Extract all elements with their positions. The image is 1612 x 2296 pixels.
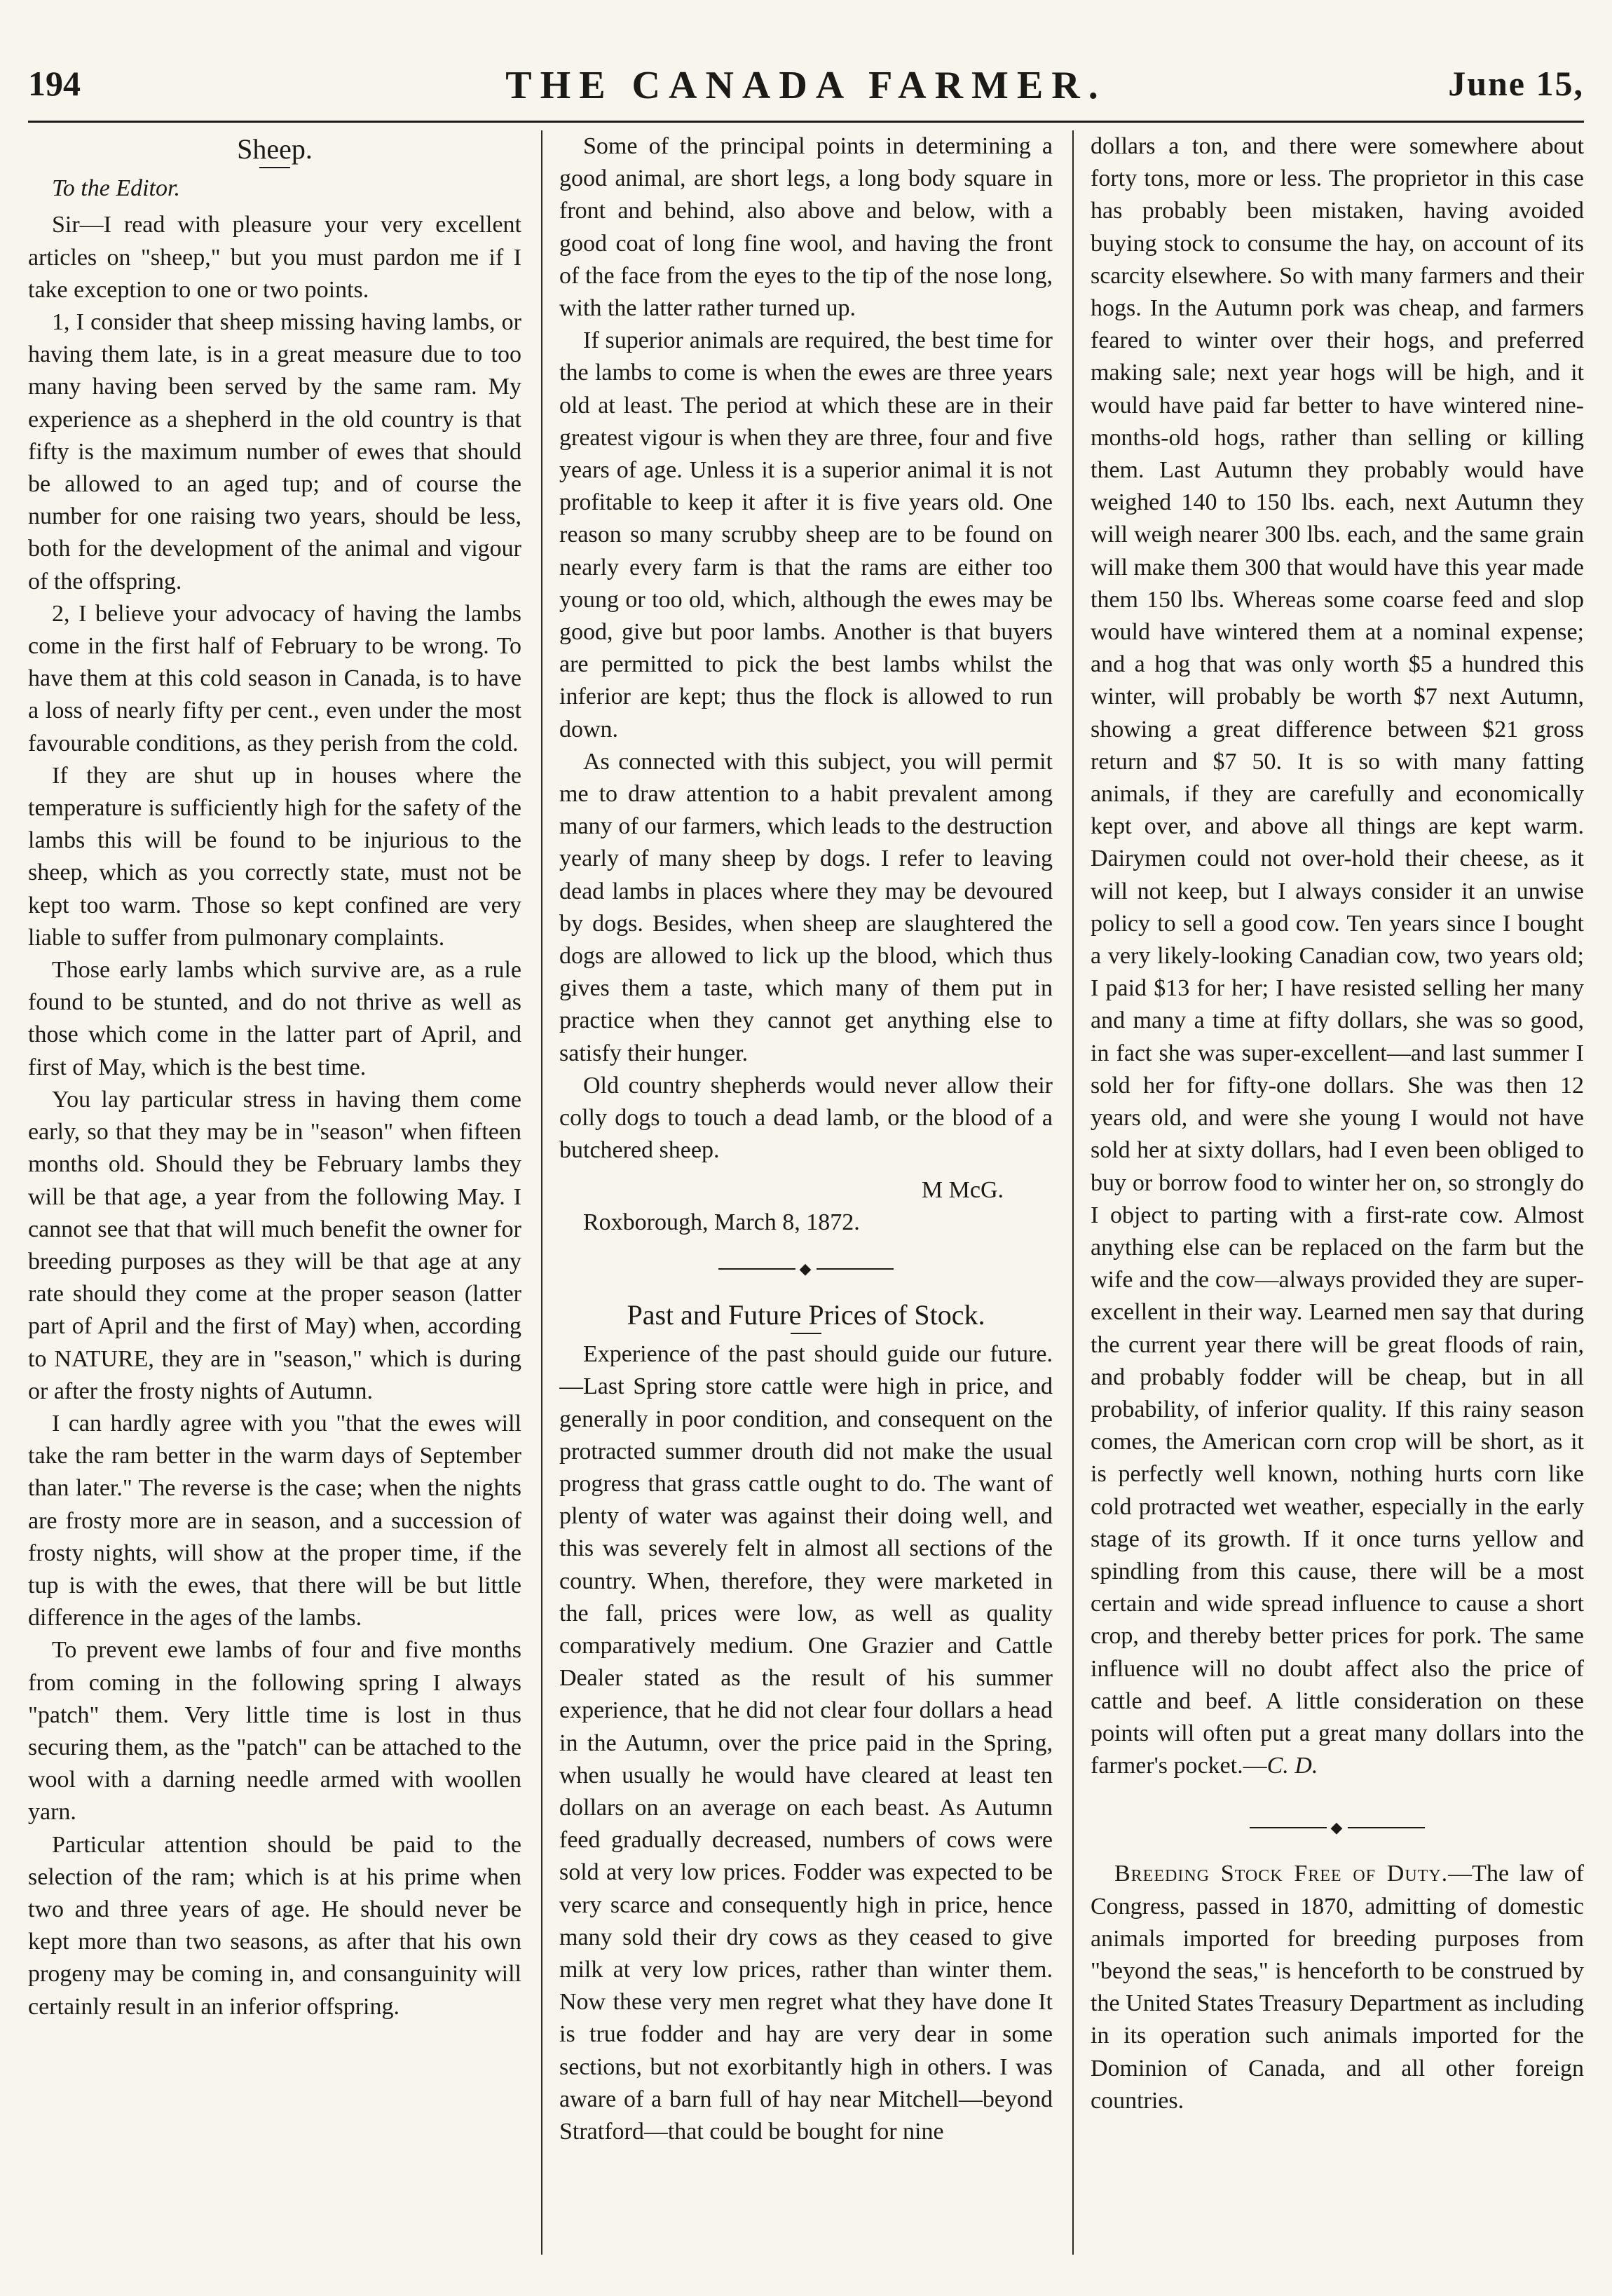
paragraph: Those early lambs which survive are, as a rule found to be stunted, and do not thrive as well as those which come in the latter part of April, and first of May, which is the best time. — [28, 957, 521, 1080]
issue-date: June 15, — [1448, 64, 1584, 103]
paragraph: Particular attention should be paid to the selection of the ram; which is at his prime when two and three years of age. He should never be kept more than two seasons, as after that his own progeny may be coming in, and consanguinity will certainly result in an inferior offspring. — [28, 1831, 521, 2020]
paragraph: As connected with this subject, you will permit me to draw attention to a habit prevalent among many of our farmers, which leads to the destruction yearly of many sheep by dogs. I refer to leaving dead lambs in places where they may be devoured by dogs. Besides, when sheep are slaughtered the dogs are allowed to lick up the blood, which thus gives them a taste, which many of them put in practice when they cannot get anything else to satisfy their hunger. — [559, 748, 1053, 1066]
salutation: To the Editor. — [52, 175, 180, 202]
paragraph: To prevent ewe lambs of four and five months from coming in the following spring I always "patch" them. Very little time is lost in thus securing them, as the "patch" can be attached to the wool with a darning needle armed with woollen yarn. — [28, 1637, 521, 1826]
page-number: 194 — [28, 64, 81, 103]
paragraph: 1, I consider that sheep missing having lambs, or having them late, is in a great measure due to too many having been served by the same ram. My experience as a shepherd in the old country is that fifty is the maximum number of ewes that should be allowed to an aged tup; and of course the number for one raising two years, should be less, both for the development of the animal and vigour of the offspring. — [28, 309, 521, 595]
breeding-body: —The law of Congress, passed in 1870, admitting of domestic animals imported for breeding purposes from "beyond the seas," is henceforth to be construed by the United States Treasury Department as including in its operation such animals imported for the Dominion of Canada, and all other foreign countries. — [1091, 1861, 1584, 2114]
column-3 — [1091, 130, 1584, 2262]
paragraph-continued: dollars a ton, and there were somewhere about forty tons, more or less. The proprietor in this case has probably been mistaken, having avoided buying stock to consume the hay, on account of its scarcity elsewhere. So with many farmers and their hogs. In the Autumn pork was cheap, and farmers feared to winter over their hogs, and preferred making sale; next year hogs will be high, and it would have paid far better to have wintered nine-months-old hogs, rather than selling or killing them. Last Autumn they probably would have weighed 140 to 150 lbs. each, next Autumn they will weigh nearer 300 lbs. each, and the same grain will make them 300 that would have this year made them 150 lbs. Whereas some coarse feed and slop would have wintered them at a nominal expense; and a hog that was only worth $5 a hundred this winter, will probably be worth $7 next Autumn, showing a great difference between $21 gross return and $7 50. It is so with many fatting animals, if they are carefully and economically kept over, and above all things are kept warm. Dairymen could not over-hold their cheese, as it will not keep, but I always consider it an unwise policy to sell a good cow. Ten years since I bought a very likely-looking Canadian cow, two years old; I paid $13 for her; I have resisted selling her many and many a time at fifty dollars, she was so good, in fact she was super-excellent—and last summer I sold her for fifty-one dollars. She was then 12 years old, and were she young I would not have sold her at sixty dollars, had I even been obliged to buy or borrow food to winter her on, so strongly do I object to parting with a first-rate cow. Almost anything else can be replaced on the farm but the wife and the cow—always provided they are super-excellent in their way. Learned men say that during the current year there will be great floods of rain, and probably fodder will be cheap, but in all probability, of inferior quality. If this rainy season comes, the American corn crop will be short, as it is perfectly well known, nothing hurts corn like cold protracted wet weather, especially in the early stage of its growth. If it once turns yellow and spindling from this cause, there will be a most certain and wide spread influence to cause a short crop, and thereby better prices for pork. The same influence will no doubt affect also the price of cattle and beef. A little consideration on these points will often put a great many dollars into the farmer's pocket.—C. D. — [1091, 133, 1584, 1779]
header-rule — [28, 121, 1584, 123]
signature-initials: C. D. — [1266, 1753, 1318, 1779]
column-1 — [28, 130, 521, 2262]
article-title-prices: Past and Future Prices of Stock. — [627, 1298, 985, 1331]
publication-title: THE CANADA FARMER. — [505, 64, 1107, 107]
title-dash — [259, 167, 290, 168]
paragraph: 2, I believe your advocacy of having the lambs come in the first half of February to be wrong. To have them at this cold season in Canada, is to have a loss of nearly fifty per cent., even under the most favourable conditions, as they perish from the cold. — [28, 600, 521, 756]
paragraph: Old country shepherds would never allow their colly dogs to touch a dead lamb, or the blood of a butchered sheep. — [559, 1072, 1053, 1164]
breeding-lead: Breeding Stock Free of Duty. — [1114, 1861, 1449, 1887]
article-title-sheep: Sheep. — [237, 133, 313, 165]
section-ornament: ◆ — [1091, 1810, 1584, 1844]
paragraph: I can hardly agree with you "that the ewes will take the ram better in the warm days of September than later." The reverse is the case; when the nights are frosty more are in season, and a succession of frosty nights, will show at the proper time, if the tup is with the ewes, that there will be but little difference in the ages of the lambs. — [28, 1410, 521, 1631]
column-rule — [541, 130, 542, 2255]
signature: M McG. — [921, 1176, 1004, 1203]
paragraph: Sir—I read with pleasure your very excellent articles on "sheep," but you must pardon me if I take exception to one or two points. — [28, 212, 521, 303]
paragraph: You lay particular stress in having them come early, so that they may be in "season" when fifteen months old. Should they be February lambs they will be that age, a year from the following May. I cannot see that that will much benefit the owner for breeding purposes as they will be that age at any rate should they come at the proper season (latter part of April and the first of May) when, according to NATURE, they are in "season," which is during or after the frosty nights of Autumn. — [28, 1086, 521, 1404]
masthead — [28, 63, 1584, 112]
title-dash — [791, 1333, 821, 1334]
paragraph-breeding — [1091, 1858, 1584, 2117]
dateline: Roxborough, March 8, 1872. — [583, 1209, 860, 1235]
paragraph: Some of the principal points in determining a good animal, are short legs, a long body square in front and behind, also above and below, with a good coat of long fine wool, and having the front of the face from the eyes to the tip of the nose long, with the latter rather turned up. — [559, 133, 1053, 322]
section-ornament: ◆ — [559, 1251, 1053, 1285]
column-2 — [559, 130, 1053, 2262]
paragraph: If they are shut up in houses where the temperature is sufficiently high for the safety of the lambs this will be found to be injurious to the sheep, which as you correctly state, must not be kept too warm. Those so kept confined are very liable to suffer from pulmonary complaints. — [28, 762, 521, 951]
paragraph: If superior animals are required, the best time for the lambs to come is when the ewes are three years old at least. The period at which these are in their greatest vigour is when they are three, four and five years of age. Unless it is a superior animal it is not profitable to keep it after it is five years old. One reason so many scrubby sheep are to be found on nearly every farm is that the rams are either too young or too old, which, although the ewes may be good, give but poor lambs. Another is that buyers are permitted to pick the best lambs whilst the inferior are kept; thus the flock is allowed to run down. — [559, 327, 1053, 742]
paragraph: Experience of the past should guide our future.—Last Spring store cattle were high in price, and generally in poor condition, and consequent on the protracted summer drouth did not make the usual progress that grass cattle ought to do. The want of plenty of water was against their doing well, and this was severely felt in almost all sections of the country. When, therefore, they were marketed in the fall, prices were low, as well as quality comparatively medium. One Grazier and Cattle Dealer stated as the result of his summer experience, that he did not clear four dollars a head in the Autumn, over the price paid in the Spring, when usually he would have cleared at least ten dollars on an average on each beast. As Autumn feed gradually decreased, numbers of cows were sold at very low prices. Fodder was expected to be very scarce and consequently high in price, hence many sold their dry cows as they ceased to give milk at very low prices, rather than winter them. Now these very men regret what they have done It is true fodder and hay are very dear in some sections, but not exorbitantly high in others. I was aware of a barn full of hay near Mitchell—beyond Stratford—that could be bought for nine — [559, 1341, 1053, 2145]
column-rule — [1072, 130, 1074, 2255]
